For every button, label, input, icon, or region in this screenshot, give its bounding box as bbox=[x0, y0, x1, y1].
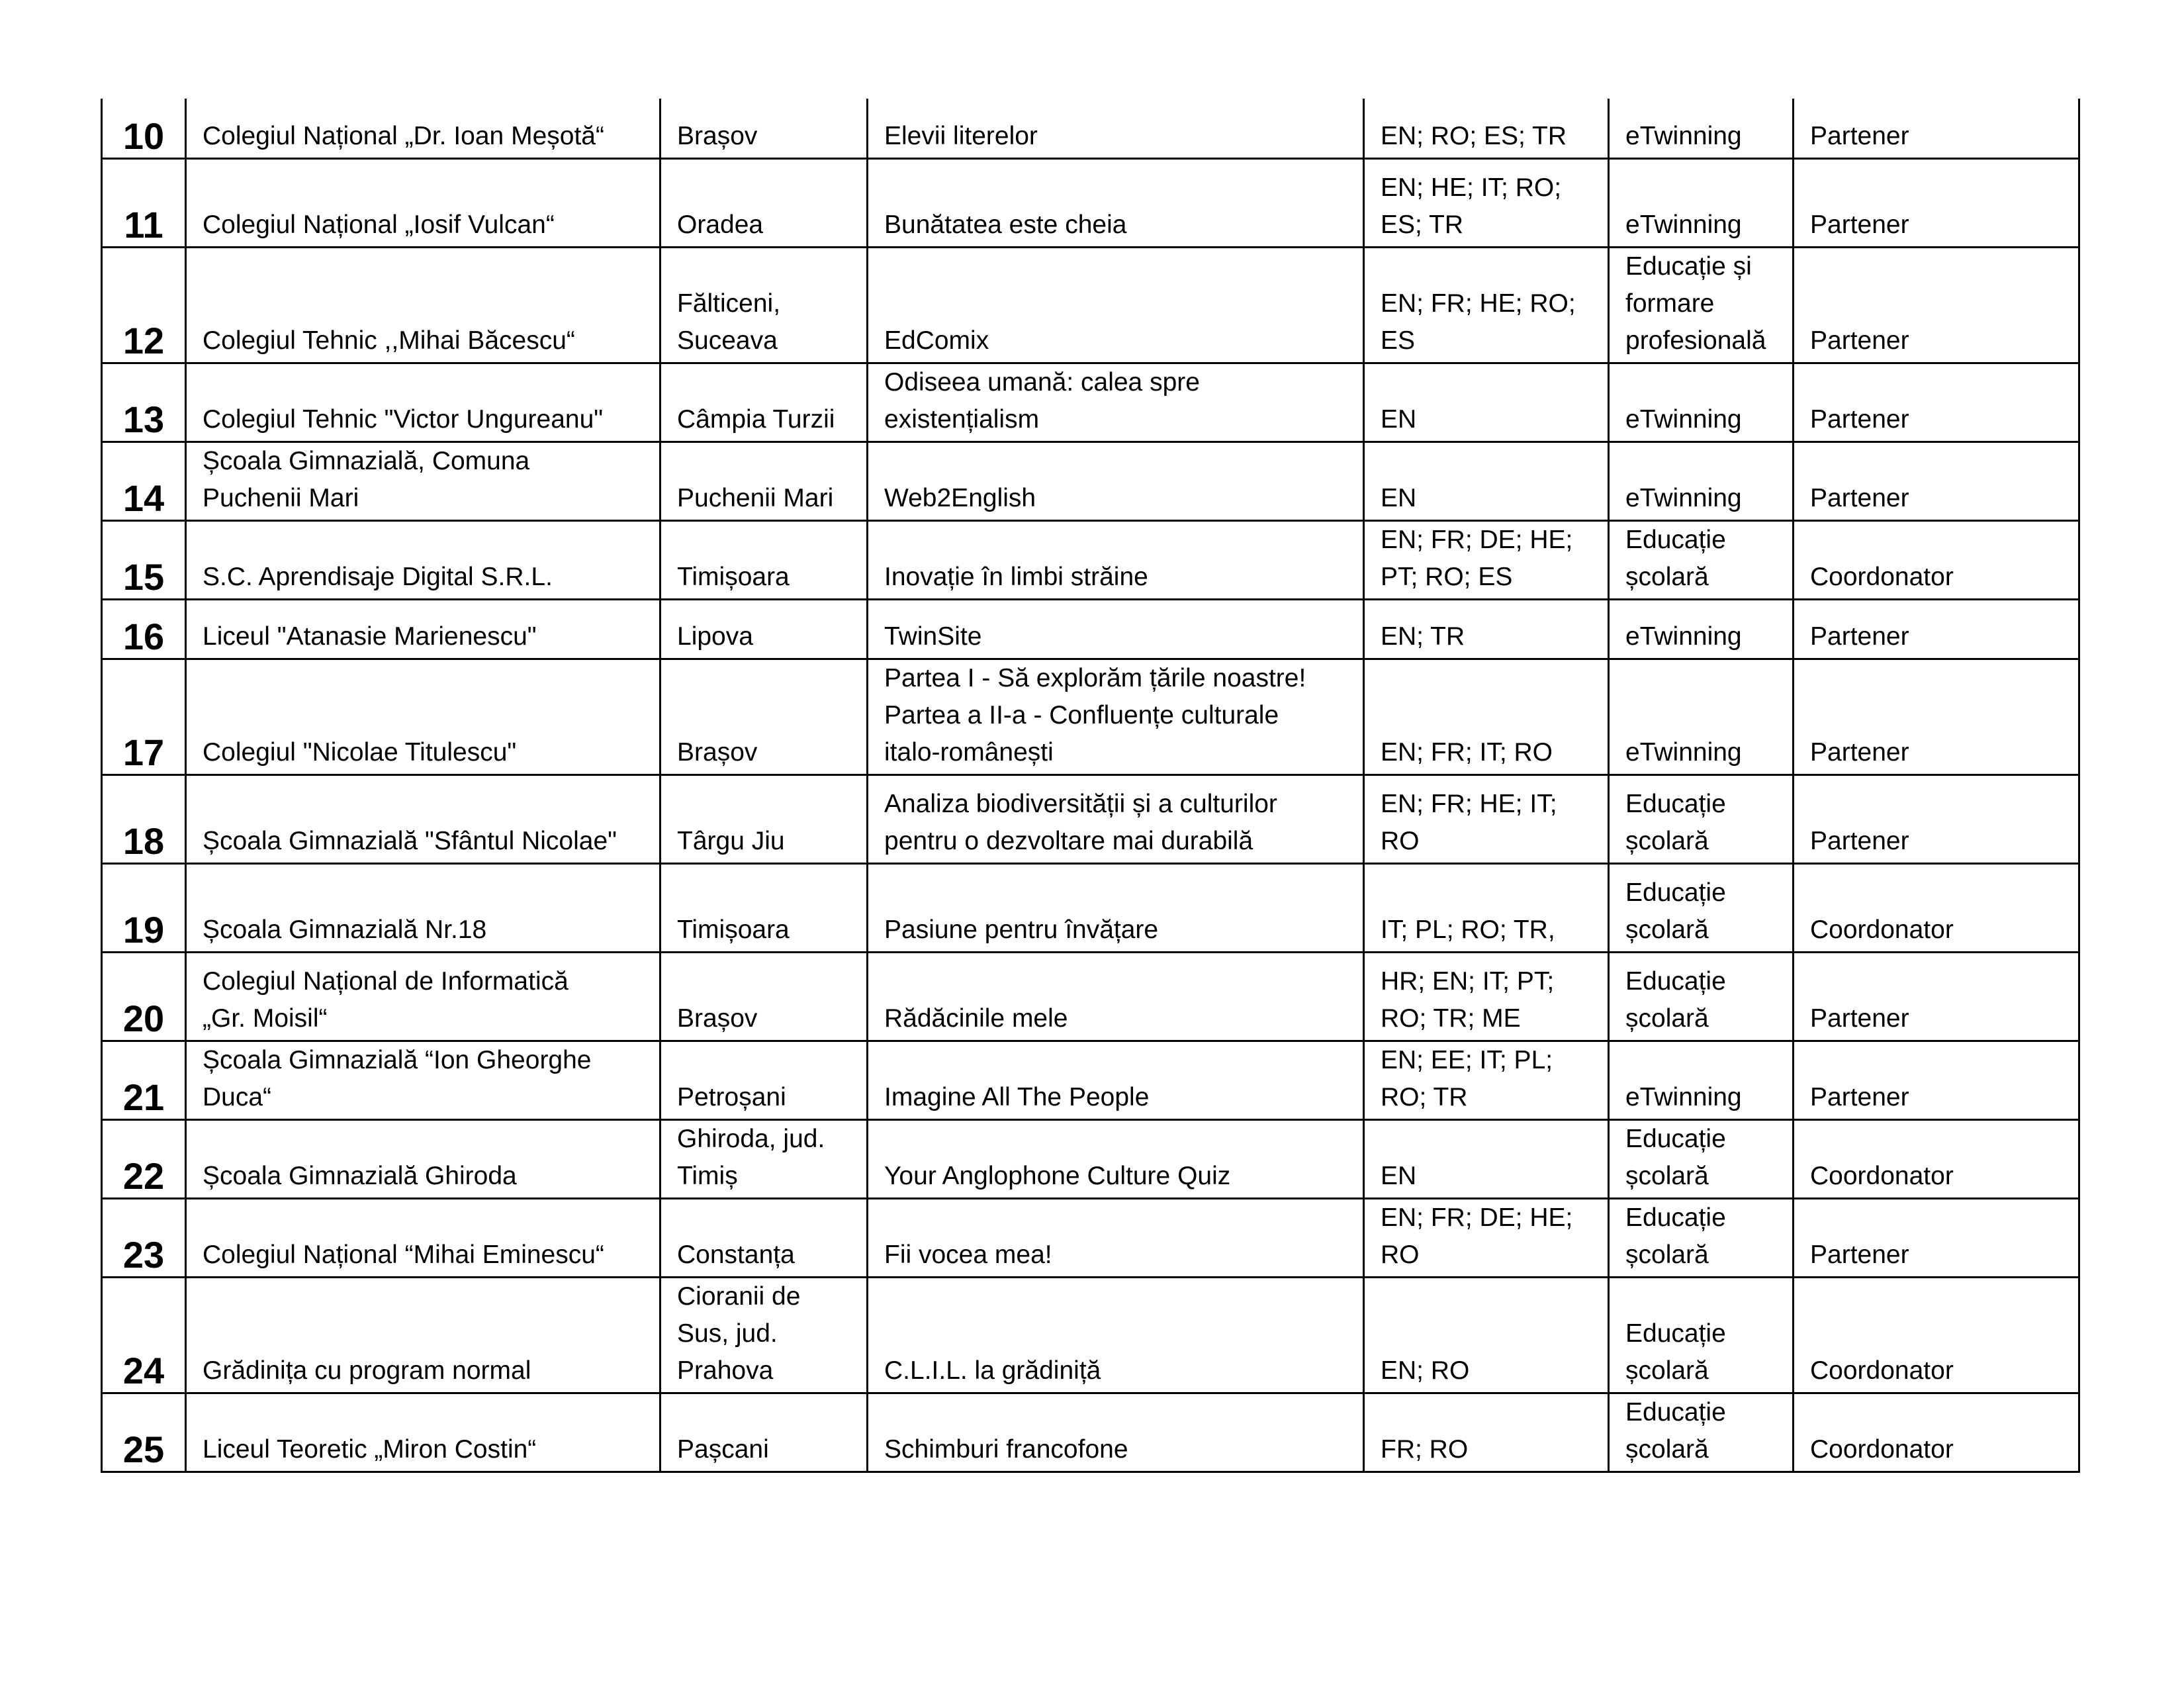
role-cell: Partener bbox=[1794, 774, 2079, 863]
institution-cell: Colegiul Național „Dr. Ioan Meșotă“ bbox=[186, 99, 660, 158]
languages-cell: FR; RO bbox=[1364, 1393, 1609, 1472]
city-cell: Brașov bbox=[660, 99, 868, 158]
role-cell: Coordonator bbox=[1794, 1119, 2079, 1198]
project-cell: Schimburi francofone bbox=[868, 1393, 1364, 1472]
city-cell: Timișoara bbox=[660, 863, 868, 952]
table-row bbox=[102, 599, 2079, 659]
projects-table bbox=[101, 99, 2080, 1473]
project-cell: Web2English bbox=[868, 442, 1364, 520]
institution-cell: Colegiul Național de Informatică „Gr. Moisil“ bbox=[186, 952, 660, 1041]
row-number: 19 bbox=[102, 863, 186, 952]
program-cell: eTwinning bbox=[1609, 158, 1794, 247]
role-cell: Partener bbox=[1794, 1041, 2079, 1119]
languages-cell: EN bbox=[1364, 442, 1609, 520]
project-cell: Odiseea umană: calea spre existențialism bbox=[868, 363, 1364, 442]
table-row bbox=[102, 1277, 2079, 1393]
project-cell: Bunătatea este cheia bbox=[868, 158, 1364, 247]
languages-cell: EN; FR; HE; IT; RO bbox=[1364, 774, 1609, 863]
institution-cell: Școala Gimnazială Ghiroda bbox=[186, 1119, 660, 1198]
city-cell: Câmpia Turzii bbox=[660, 363, 868, 442]
row-number: 11 bbox=[102, 158, 186, 247]
program-cell: Educație școlară bbox=[1609, 1277, 1794, 1393]
institution-cell: Colegiul Tehnic "Victor Ungureanu" bbox=[186, 363, 660, 442]
table-row bbox=[102, 1119, 2079, 1198]
table-row bbox=[102, 1198, 2079, 1277]
table-row bbox=[102, 247, 2079, 363]
table-row bbox=[102, 363, 2079, 442]
languages-cell: EN; FR; DE; HE; RO bbox=[1364, 1198, 1609, 1277]
institution-cell: Școala Gimnazială Nr.18 bbox=[186, 863, 660, 952]
row-number: 25 bbox=[102, 1393, 186, 1472]
project-cell: Partea I - Să explorăm țările noastre! Partea a II-a - Confluențe culturale italo-românești bbox=[868, 659, 1364, 774]
languages-cell: EN; RO bbox=[1364, 1277, 1609, 1393]
role-cell: Partener bbox=[1794, 247, 2079, 363]
program-cell: eTwinning bbox=[1609, 363, 1794, 442]
institution-cell: Grădinița cu program normal bbox=[186, 1277, 660, 1393]
row-number: 13 bbox=[102, 363, 186, 442]
project-cell: Pasiune pentru învățare bbox=[868, 863, 1364, 952]
languages-cell: EN bbox=[1364, 363, 1609, 442]
role-cell: Partener bbox=[1794, 952, 2079, 1041]
program-cell: Educație școlară bbox=[1609, 863, 1794, 952]
program-cell: Educație și formare profesională bbox=[1609, 247, 1794, 363]
row-number: 12 bbox=[102, 247, 186, 363]
project-cell: Elevii literelor bbox=[868, 99, 1364, 158]
role-cell: Partener bbox=[1794, 99, 2079, 158]
languages-cell: EN; TR bbox=[1364, 599, 1609, 659]
city-cell: Pașcani bbox=[660, 1393, 868, 1472]
program-cell: Educație școlară bbox=[1609, 1198, 1794, 1277]
table-row bbox=[102, 1041, 2079, 1119]
project-cell: Analiza biodiversității și a culturilor pentru o dezvoltare mai durabilă bbox=[868, 774, 1364, 863]
row-number: 18 bbox=[102, 774, 186, 863]
institution-cell: Colegiul Național “Mihai Eminescu“ bbox=[186, 1198, 660, 1277]
role-cell: Coordonator bbox=[1794, 1393, 2079, 1472]
role-cell: Partener bbox=[1794, 363, 2079, 442]
row-number: 21 bbox=[102, 1041, 186, 1119]
role-cell: Partener bbox=[1794, 659, 2079, 774]
row-number: 16 bbox=[102, 599, 186, 659]
city-cell: Puchenii Mari bbox=[660, 442, 868, 520]
table-row bbox=[102, 774, 2079, 863]
program-cell: Educație școlară bbox=[1609, 952, 1794, 1041]
row-number: 14 bbox=[102, 442, 186, 520]
institution-cell: Colegiul Tehnic ,,Mihai Băcescu“ bbox=[186, 247, 660, 363]
institution-cell: Școala Gimnazială “Ion Gheorghe Duca“ bbox=[186, 1041, 660, 1119]
city-cell: Cioranii de Sus, jud. Prahova bbox=[660, 1277, 868, 1393]
city-cell: Ghiroda, jud. Timiș bbox=[660, 1119, 868, 1198]
languages-cell: EN; EE; IT; PL; RO; TR bbox=[1364, 1041, 1609, 1119]
table-row bbox=[102, 1393, 2079, 1472]
institution-cell: Colegiul Național „Iosif Vulcan“ bbox=[186, 158, 660, 247]
institution-cell: Școala Gimnazială "Sfântul Nicolae" bbox=[186, 774, 660, 863]
project-cell: TwinSite bbox=[868, 599, 1364, 659]
city-cell: Timișoara bbox=[660, 520, 868, 599]
languages-cell: IT; PL; RO; TR, bbox=[1364, 863, 1609, 952]
role-cell: Partener bbox=[1794, 442, 2079, 520]
program-cell: eTwinning bbox=[1609, 599, 1794, 659]
role-cell: Coordonator bbox=[1794, 863, 2079, 952]
project-cell: Imagine All The People bbox=[868, 1041, 1364, 1119]
role-cell: Partener bbox=[1794, 599, 2079, 659]
role-cell: Partener bbox=[1794, 158, 2079, 247]
institution-cell: Colegiul "Nicolae Titulescu" bbox=[186, 659, 660, 774]
table-row bbox=[102, 158, 2079, 247]
languages-cell: EN; FR; DE; HE; PT; RO; ES bbox=[1364, 520, 1609, 599]
row-number: 17 bbox=[102, 659, 186, 774]
row-number: 10 bbox=[102, 99, 186, 158]
program-cell: eTwinning bbox=[1609, 99, 1794, 158]
program-cell: Educație școlară bbox=[1609, 520, 1794, 599]
table-row bbox=[102, 659, 2079, 774]
row-number: 15 bbox=[102, 520, 186, 599]
languages-cell: EN bbox=[1364, 1119, 1609, 1198]
institution-cell: Liceul "Atanasie Marienescu" bbox=[186, 599, 660, 659]
project-cell: Inovație în limbi străine bbox=[868, 520, 1364, 599]
institution-cell: S.C. Aprendisaje Digital S.R.L. bbox=[186, 520, 660, 599]
languages-cell: EN; FR; HE; RO; ES bbox=[1364, 247, 1609, 363]
program-cell: eTwinning bbox=[1609, 659, 1794, 774]
table-row bbox=[102, 99, 2079, 158]
table-row bbox=[102, 442, 2079, 520]
project-cell: Rădăcinile mele bbox=[868, 952, 1364, 1041]
table-row bbox=[102, 952, 2079, 1041]
city-cell: Brașov bbox=[660, 659, 868, 774]
program-cell: Educație școlară bbox=[1609, 1393, 1794, 1472]
city-cell: Târgu Jiu bbox=[660, 774, 868, 863]
project-cell: Your Anglophone Culture Quiz bbox=[868, 1119, 1364, 1198]
institution-cell: Școala Gimnazială, Comuna Puchenii Mari bbox=[186, 442, 660, 520]
project-cell: Fii vocea mea! bbox=[868, 1198, 1364, 1277]
languages-cell: EN; RO; ES; TR bbox=[1364, 99, 1609, 158]
languages-cell: EN; HE; IT; RO; ES; TR bbox=[1364, 158, 1609, 247]
program-cell: Educație școlară bbox=[1609, 774, 1794, 863]
project-cell: EdComix bbox=[868, 247, 1364, 363]
role-cell: Coordonator bbox=[1794, 1277, 2079, 1393]
city-cell: Lipova bbox=[660, 599, 868, 659]
languages-cell: EN; FR; IT; RO bbox=[1364, 659, 1609, 774]
city-cell: Oradea bbox=[660, 158, 868, 247]
program-cell: eTwinning bbox=[1609, 442, 1794, 520]
row-number: 23 bbox=[102, 1198, 186, 1277]
row-number: 20 bbox=[102, 952, 186, 1041]
table-row bbox=[102, 520, 2079, 599]
row-number: 22 bbox=[102, 1119, 186, 1198]
city-cell: Fălticeni, Suceava bbox=[660, 247, 868, 363]
role-cell: Coordonator bbox=[1794, 520, 2079, 599]
project-cell: C.L.I.L. la grădiniță bbox=[868, 1277, 1364, 1393]
city-cell: Constanța bbox=[660, 1198, 868, 1277]
program-cell: Educație școlară bbox=[1609, 1119, 1794, 1198]
program-cell: eTwinning bbox=[1609, 1041, 1794, 1119]
institution-cell: Liceul Teoretic „Miron Costin“ bbox=[186, 1393, 660, 1472]
city-cell: Brașov bbox=[660, 952, 868, 1041]
role-cell: Partener bbox=[1794, 1198, 2079, 1277]
row-number: 24 bbox=[102, 1277, 186, 1393]
languages-cell: HR; EN; IT; PT; RO; TR; ME bbox=[1364, 952, 1609, 1041]
table-row bbox=[102, 863, 2079, 952]
city-cell: Petroșani bbox=[660, 1041, 868, 1119]
